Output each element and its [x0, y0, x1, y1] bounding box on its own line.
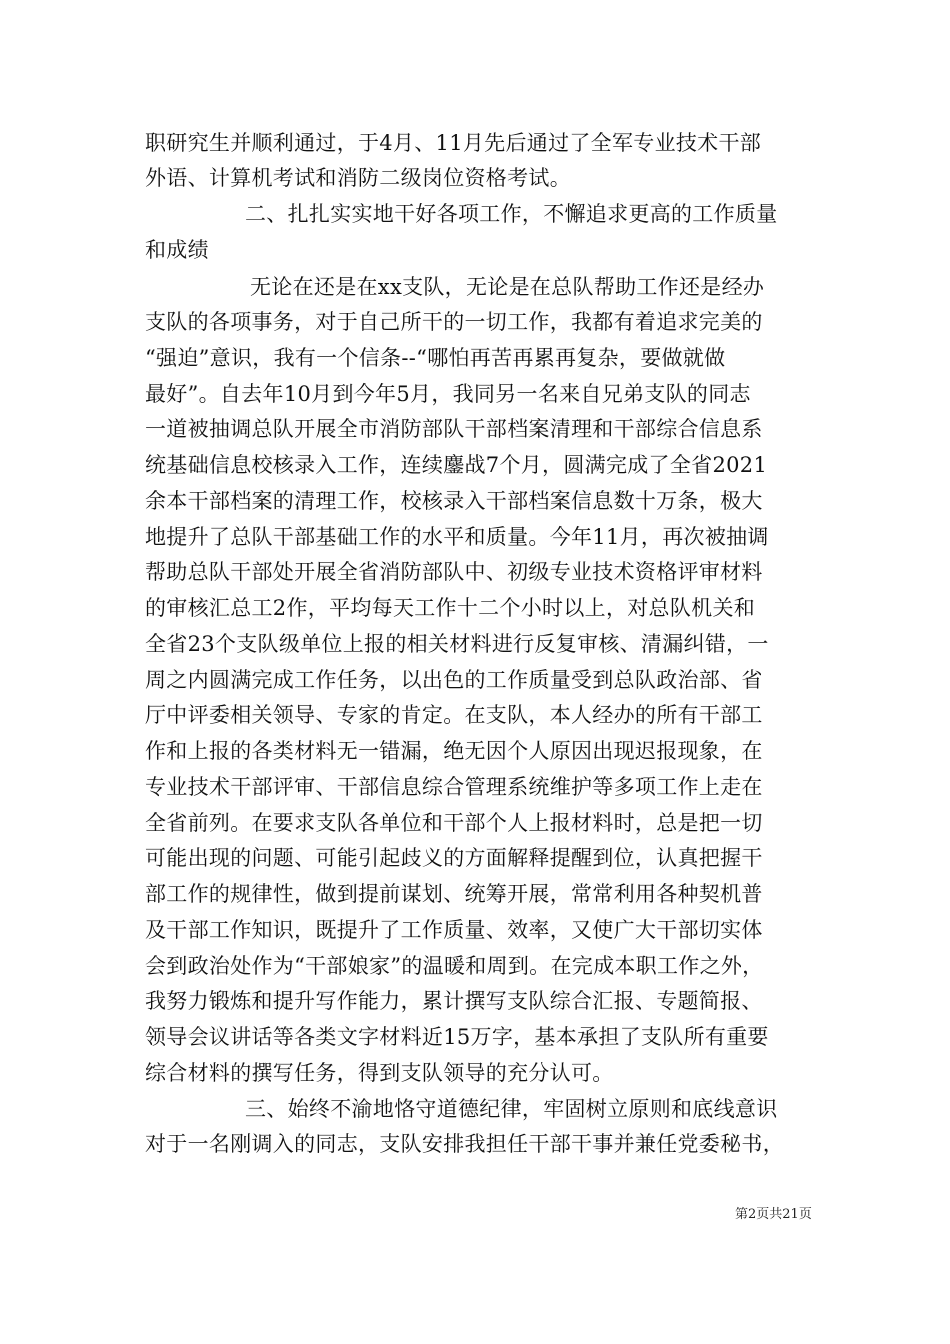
- text-line: “强迫”意识，我有一个信条--“哪怕再苦再累再复杂，要做就做: [145, 346, 726, 370]
- text-line: 二、扎扎实实地干好各项工作，不懈追求更高的工作质量: [245, 202, 778, 226]
- text-line: 地提升了总队干部基础工作的水平和质量。今年11月，再次被抽调: [145, 525, 769, 549]
- text-line: 作和上报的各类材料无一错漏，绝无因个人原因出现迟报现象，在: [145, 739, 763, 763]
- text-line: 支队的各项事务，对于自己所干的一切工作，我都有着追求完美的: [145, 310, 763, 334]
- text-line: 综合材料的撰写任务，得到支队领导的充分认可。: [145, 1061, 614, 1085]
- text-line: 统基础信息校核录入工作，连续鏖战7个月，圆满完成了全省2021: [145, 453, 768, 477]
- text-line: 全省23个支队级单位上报的相关材料进行反复审核、清漏纠错，一: [145, 632, 769, 656]
- text-line: 对于一名刚调入的同志，支队安排我担任干部干事并兼任党委秘书，: [145, 1132, 784, 1156]
- text-line: 最好”。自去年10月到今年5月，我同另一名来自兄弟支队的同志: [145, 382, 751, 406]
- page-number-footer: 第2页共21页: [735, 1207, 812, 1222]
- text-line: 和成绩: [145, 238, 209, 262]
- text-line: 全省前列。在要求支队各单位和干部个人上报材料时，总是把一切: [145, 811, 763, 835]
- text-line: 一道被抽调总队开展全市消防部队干部档案清理和干部综合信息系: [145, 417, 763, 441]
- text-line: 帮助总队干部处开展全省消防部队中、初级专业技术资格评审材料: [145, 560, 763, 584]
- text-line: 厅中评委相关领导、专家的肯定。在支队，本人经办的所有干部工: [145, 703, 763, 727]
- text-line: 专业技术干部评审、干部信息综合管理系统维护等多项工作上走在: [145, 775, 763, 799]
- text-line: 部工作的规律性，做到提前谋划、统筹开展，常常利用各种契机普: [145, 882, 763, 906]
- text-line: 职研究生并顺利通过，于4月、11月先后通过了全军专业技术干部: [145, 131, 762, 155]
- text-line: 会到政治处作为“干部娘家”的温暖和周到。在完成本职工作之外，: [145, 954, 764, 978]
- text-line: 的审核汇总工2作，平均每天工作十二个小时以上，对总队机关和: [145, 596, 756, 620]
- text-line: 可能出现的问题、可能引起歧义的方面解释提醒到位，认真把握干: [145, 846, 763, 870]
- text-line: 我努力锻炼和提升写作能力，累计撰写支队综合汇报、专题简报、: [145, 989, 763, 1013]
- text-line: 及干部工作知识，既提升了工作质量、效率，又使广大干部切实体: [145, 918, 763, 942]
- text-line: 无论在还是在xx支队，无论是在总队帮助工作还是经办: [250, 275, 765, 299]
- text-line: 余本干部档案的清理工作，校核录入干部档案信息数十万条，极大: [145, 489, 763, 513]
- text-line: 周之内圆满完成工作任务，以出色的工作质量受到总队政治部、省: [145, 668, 763, 692]
- text-line: 领导会议讲话等各类文字材料近15万字，基本承担了支队所有重要: [145, 1025, 769, 1049]
- text-line: 三、始终不渝地恪守道德纪律，牢固树立原则和底线意识: [245, 1097, 778, 1121]
- text-line: 外语、计算机考试和消防二级岗位资格考试。: [145, 166, 571, 190]
